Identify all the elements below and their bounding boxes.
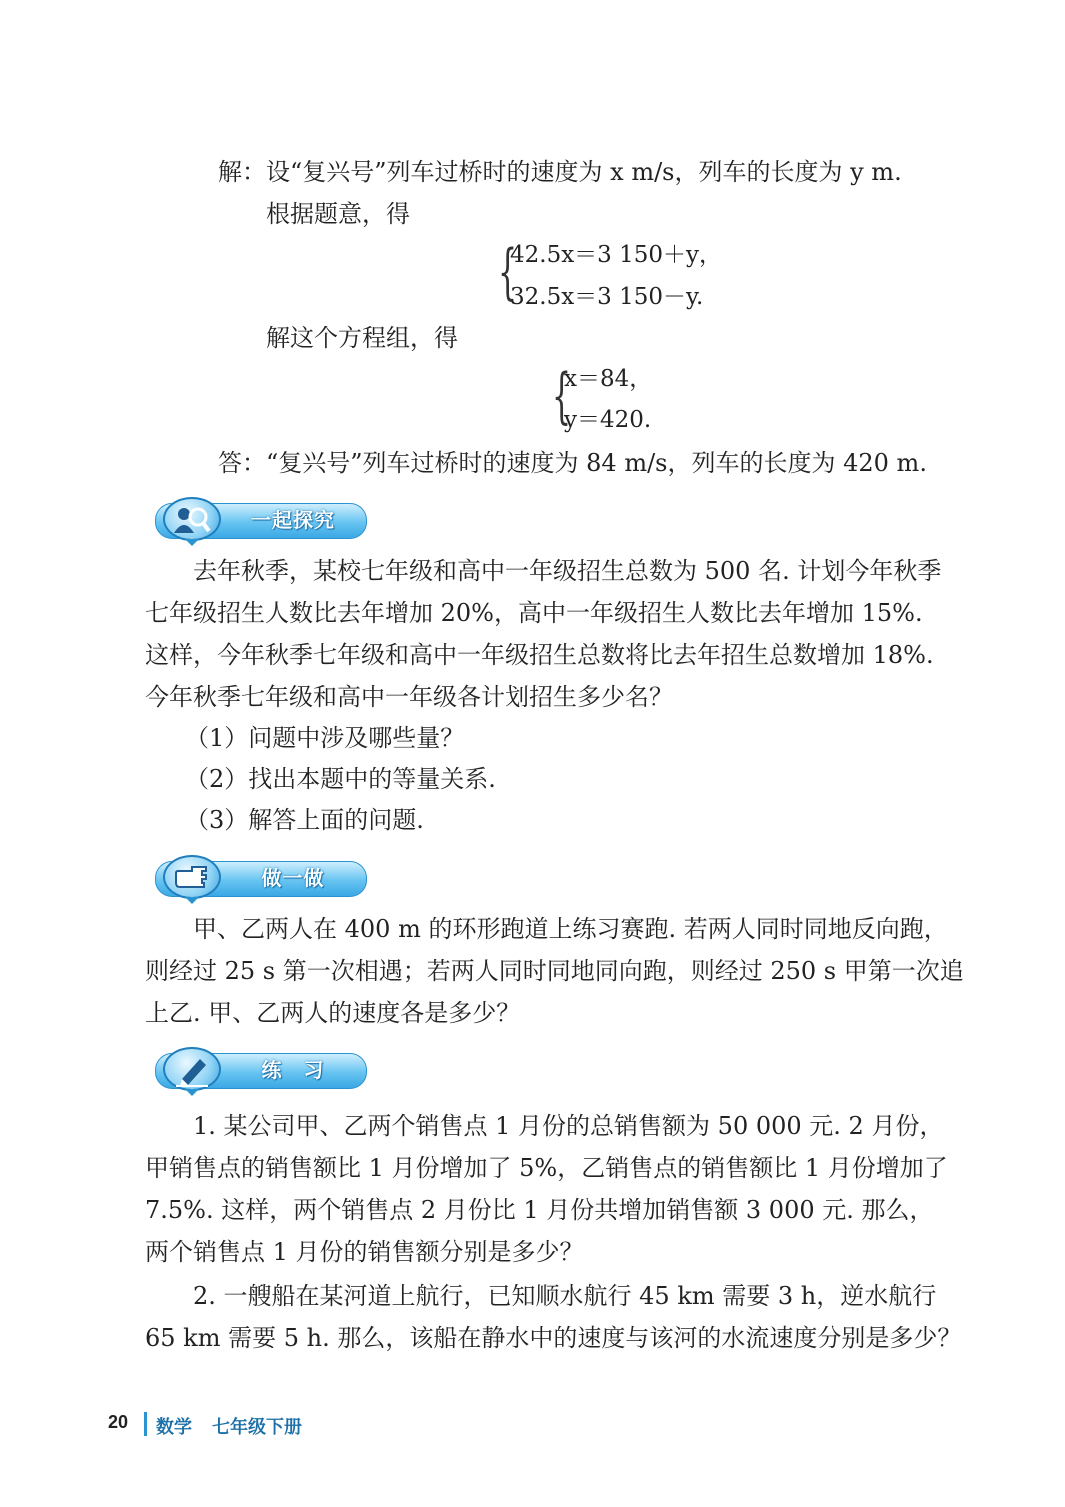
paragraph-line: 甲、乙两人在 400 m 的环形跑道上练习赛跑. 若两人同时同地反向跑， — [193, 915, 948, 943]
practice-banner — [145, 1047, 367, 1093]
paragraph-line: 这样，今年秋季七年级和高中一年级招生总数将比去年招生总数增加 18%. — [145, 641, 934, 669]
exercise-line: 甲销售点的销售额比 1 月份增加了 5%，乙销售点的销售额比 1 月份增加了 — [145, 1154, 948, 1182]
equation-line: x＝84， — [564, 366, 653, 392]
equation-brace: { — [498, 237, 518, 307]
paragraph-line: 七年级招生人数比去年增加 20%，高中一年级招生人数比去年增加 15%. — [145, 599, 923, 627]
equation-line: y＝420. — [564, 407, 652, 433]
question-item: （1）问题中涉及哪些量？ — [185, 724, 465, 752]
page-number: 20 — [108, 1412, 129, 1432]
book-subject: 数学 — [156, 1417, 192, 1437]
exercise-line: 1. 某公司甲、乙两个销售点 1 月份的总销售额为 50 000 元. 2 月份， — [193, 1112, 944, 1140]
equation-line: 42.5x＝3 150＋y， — [510, 242, 723, 268]
exercise-line: 7.5%. 这样，两个销售点 2 月份比 1 月份共增加销售额 3 000 元. 那么， — [145, 1196, 934, 1224]
banner-label: 练 习 — [261, 1058, 325, 1082]
banner-label: 一起探究 — [251, 508, 335, 532]
solution-line: 解：设“复兴号”列车过桥时的速度为 x m/s，列车的长度为 y m. — [218, 158, 902, 186]
footer-divider — [144, 1412, 147, 1436]
question-item: （2）找出本题中的等量关系. — [185, 765, 496, 793]
paragraph-line: 则经过 25 s 第一次相遇；若两人同时同地同向跑，则经过 250 s 甲第一次追 — [145, 957, 964, 985]
magnifier-person-icon — [163, 497, 221, 541]
paragraph-line: 上乙. 甲、乙两人的速度各是多少？ — [145, 999, 521, 1027]
question-item: （3）解答上面的问题. — [185, 806, 424, 834]
solution-line: 根据题意，得 — [266, 200, 410, 228]
equation-line: 32.5x＝3 150－y. — [510, 284, 704, 310]
book-grade: 七年级下册 — [212, 1417, 302, 1437]
paragraph-line: 今年秋季七年级和高中一年级各计划招生多少名？ — [145, 683, 673, 711]
paragraph-line: 去年秋季，某校七年级和高中一年级招生总数为 500 名. 计划今年秋季 — [193, 557, 942, 585]
do-banner — [145, 855, 367, 901]
exercise-line: 2. 一艘船在某河道上航行，已知顺水航行 45 km 需要 3 h，逆水航行 — [193, 1282, 937, 1310]
equation-brace: { — [552, 361, 572, 431]
banner-label: 做一做 — [261, 866, 325, 890]
explore-banner — [145, 497, 367, 543]
exercise-line: 两个销售点 1 月份的销售额分别是多少？ — [145, 1238, 584, 1266]
answer-line: 答：“复兴号”列车过桥时的速度为 84 m/s，列车的长度为 420 m. — [218, 449, 927, 477]
solution-line: 解这个方程组，得 — [266, 324, 458, 352]
pencil-icon — [163, 1047, 221, 1091]
pointing-hand-icon — [163, 855, 221, 899]
exercise-line: 65 km 需要 5 h. 那么，该船在静水中的速度与该河的水流速度分别是多少？ — [145, 1324, 962, 1352]
